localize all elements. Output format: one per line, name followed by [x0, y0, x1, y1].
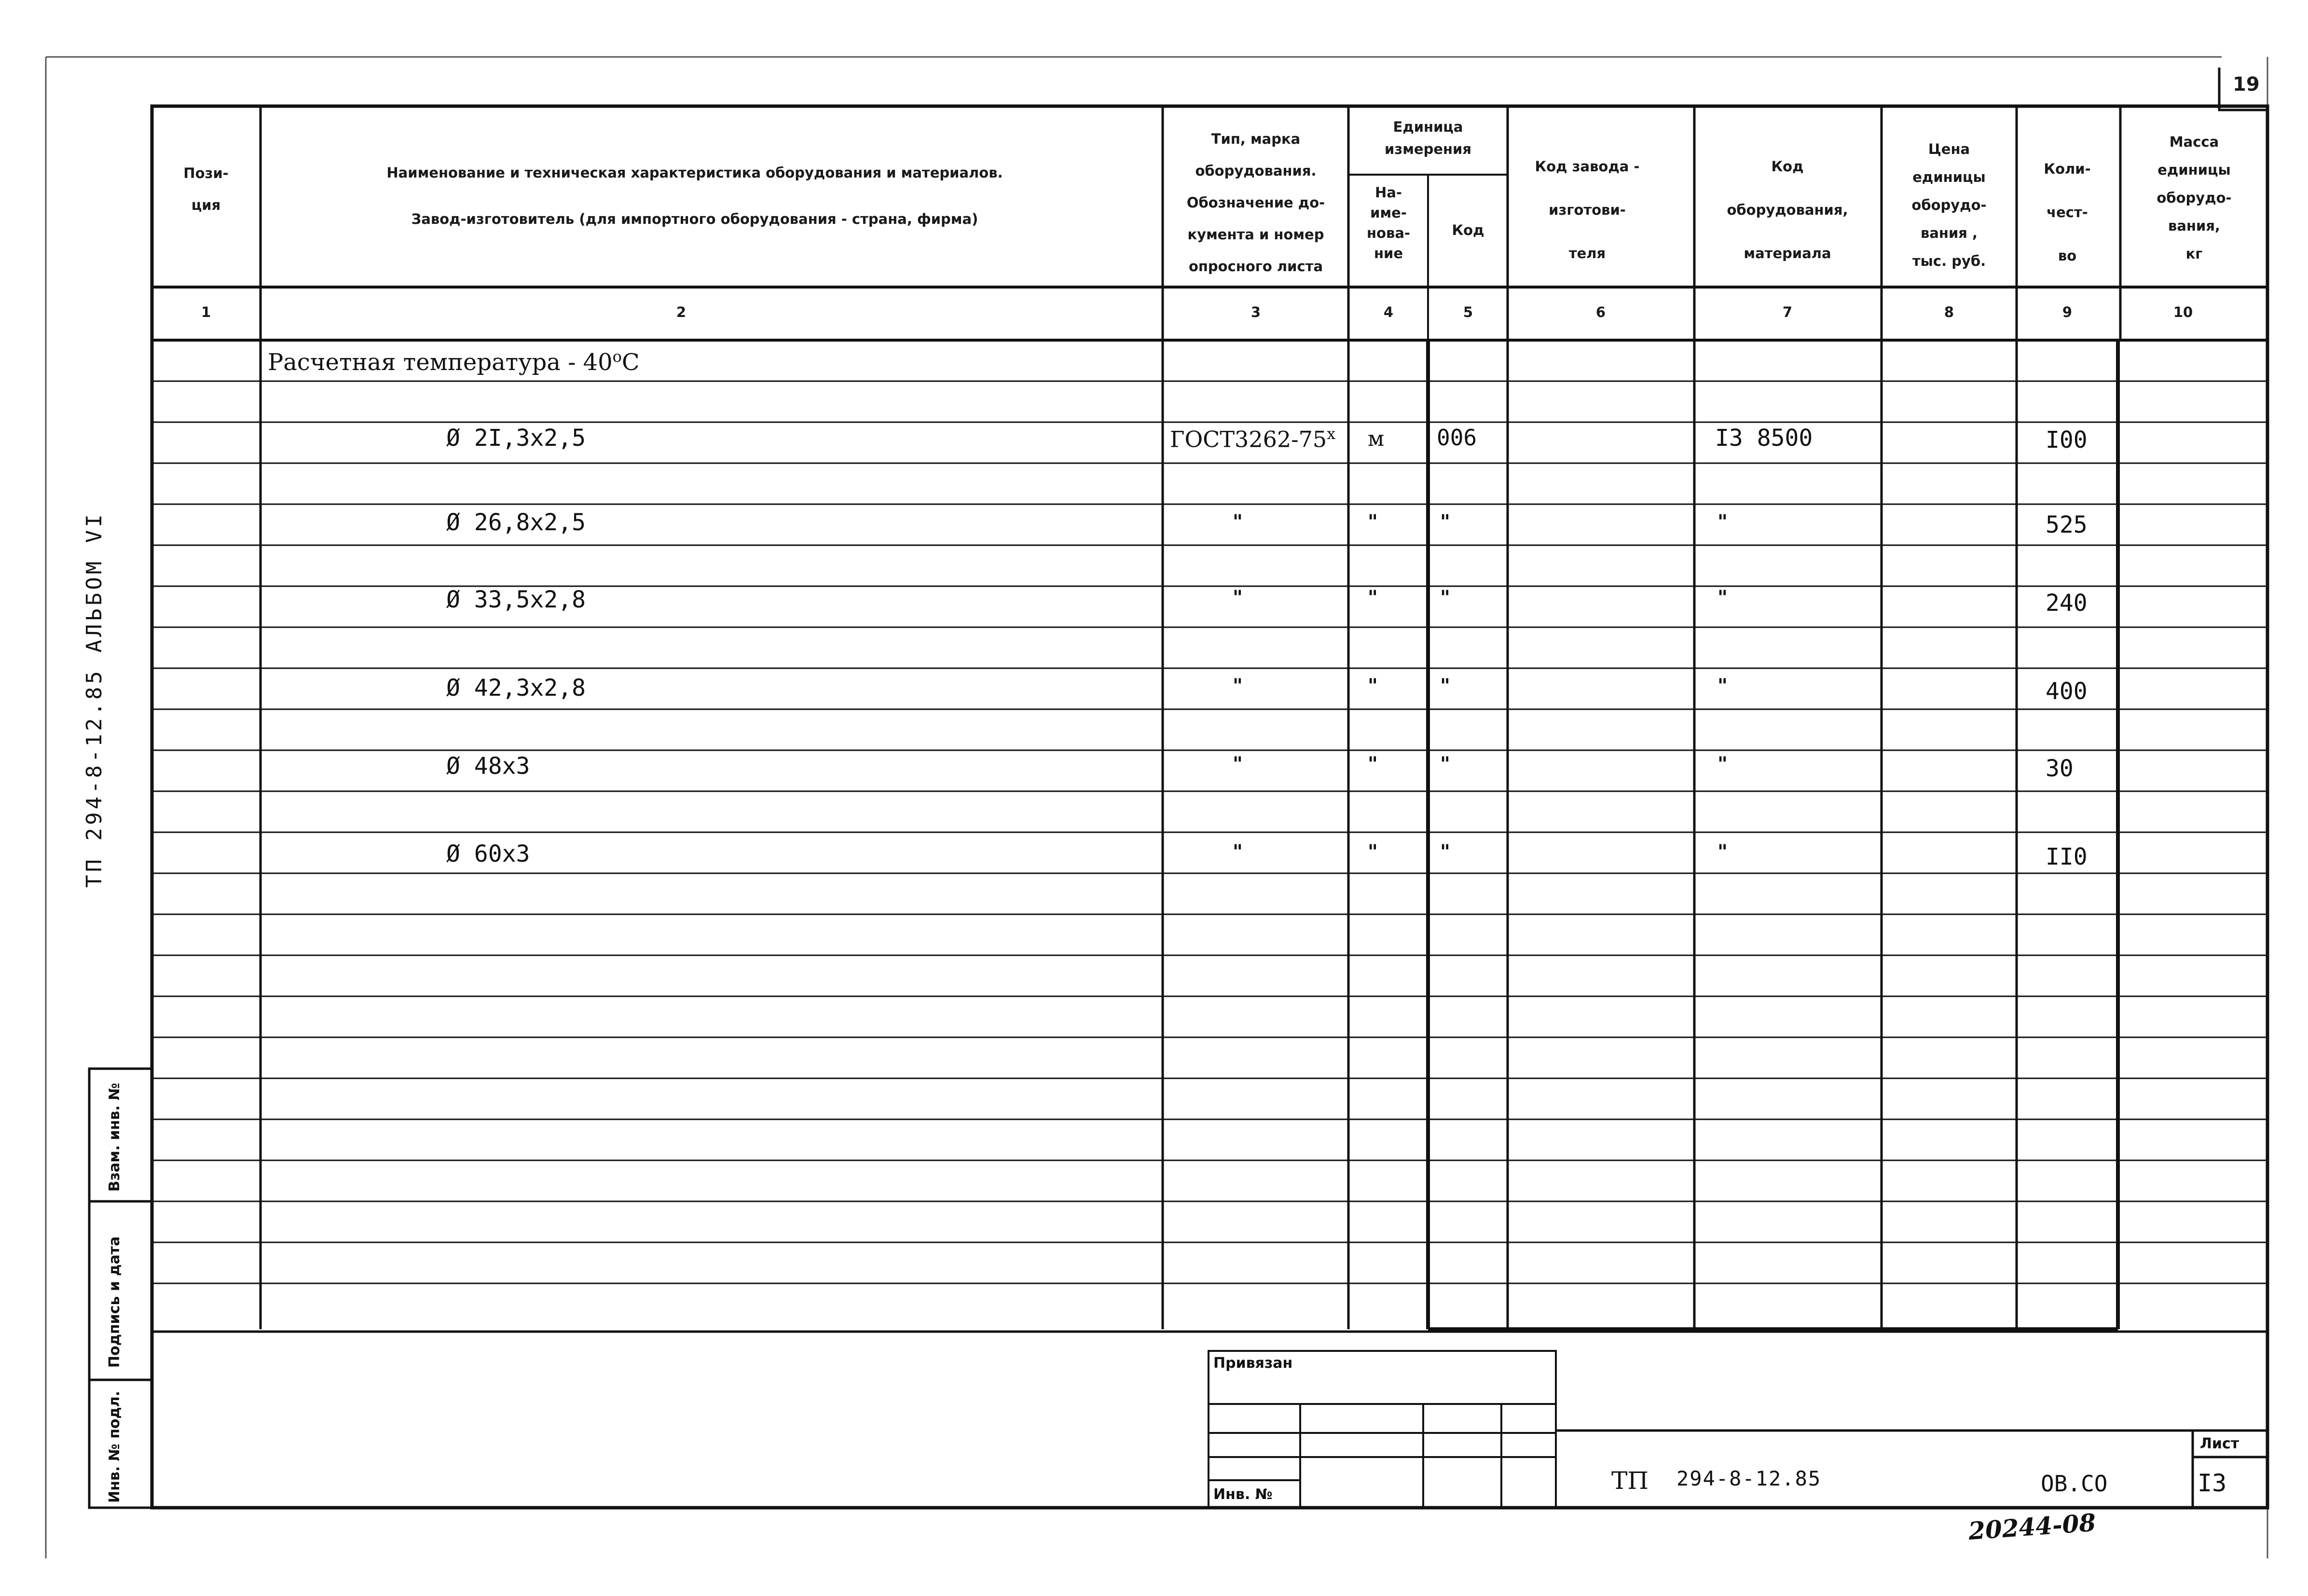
column-number: 9	[2062, 304, 2073, 320]
header-col4-label: На- име- нова- ние	[1367, 184, 1410, 261]
item-doc: "	[1233, 840, 1243, 863]
column-number: 3	[1250, 304, 1261, 320]
item-unit: "	[1368, 674, 1378, 697]
doc-code: ТП	[1611, 1467, 1649, 1495]
item-qty: II0	[2046, 843, 2088, 870]
item-doc: "	[1233, 510, 1243, 533]
item-unit: "	[1368, 586, 1378, 609]
item-name: Ø 26,8х2,5	[446, 509, 586, 536]
item-unit: м	[1368, 427, 1385, 451]
header-col6-label: Код завода - изготови- теля	[1535, 158, 1640, 261]
column-number: 5	[1463, 304, 1473, 320]
sidebar-inv-podl: Инв. № подл.	[106, 1390, 123, 1503]
item-qty: 240	[2046, 590, 2088, 617]
item-material-code: I3 8500	[1715, 425, 1813, 452]
sidebar-vzam-inv: Взам. инв. №	[106, 1083, 123, 1192]
column-number: 6	[1595, 304, 1606, 320]
item-material-code: "	[1717, 674, 1728, 697]
item-name: Ø 2I,3х2,5	[446, 425, 586, 452]
header-col9-label: Коли- чест- во	[2044, 161, 2091, 264]
item-unit: "	[1368, 840, 1378, 863]
item-unit-code: "	[1440, 840, 1450, 863]
stamp-privyazan: Привязан	[1213, 1355, 1293, 1372]
list-label: Лист	[2200, 1435, 2239, 1452]
item-qty: 400	[2046, 678, 2088, 705]
item-unit-code: "	[1440, 674, 1450, 697]
item-unit: "	[1368, 753, 1378, 775]
item-unit-code: "	[1440, 586, 1450, 609]
item-unit: "	[1368, 510, 1378, 533]
sheet-mark: ОВ.СО	[2041, 1471, 2108, 1497]
item-unit-code: "	[1440, 753, 1450, 775]
column-number: 7	[1782, 304, 1793, 320]
handwritten-number: 20244-08	[1967, 1508, 2097, 1546]
header-unit-group-label: Единица измерения	[1385, 119, 1471, 157]
item-qty: I00	[2046, 427, 2088, 454]
page-number: 19	[2233, 73, 2260, 96]
item-doc: "	[1233, 753, 1243, 775]
item-name: Ø 33,5х2,8	[446, 586, 586, 613]
section-title: Расчетная температура - $40^оС$	[268, 347, 640, 376]
item-material-code: "	[1717, 510, 1728, 533]
list-number: I3	[2198, 1469, 2227, 1497]
item-name: Ø 48х3	[446, 753, 530, 780]
column-number: 1	[201, 304, 211, 320]
header-col2-label: Наименование и техническая характеристика оборудования и материалов. Завод-изготовитель (для импортного оборудования - страна, фирма)	[386, 165, 1003, 227]
item-name: Ø 60х3	[446, 840, 530, 867]
item-doc: "	[1233, 674, 1243, 697]
item-qty: 30	[2046, 755, 2074, 782]
item-material-code: "	[1717, 586, 1728, 609]
album-label: ТП 294-8-12.85 АЛЬБОМ VI	[82, 511, 107, 888]
item-doc: $ГОСТ3262-75^х$	[1170, 425, 1336, 453]
item-material-code: "	[1717, 753, 1728, 775]
header-col1-label: Пози- ция	[183, 165, 229, 213]
item-doc: "	[1233, 586, 1243, 609]
header-col10-label: Масса единицы оборудо- вания, кг	[2157, 134, 2232, 262]
header-col8-label: Цена единицы оборудо- вания , тыс. руб.	[1911, 141, 1987, 269]
column-number: 2	[676, 304, 687, 320]
stamp-inv-no: Инв. №	[1213, 1486, 1273, 1503]
item-name: Ø 42,3х2,8	[446, 674, 586, 702]
column-number: 4	[1383, 304, 1394, 320]
item-unit-code: "	[1440, 510, 1450, 533]
sidebar-podpis-data: Подпись и дата	[106, 1236, 123, 1368]
header-col5-label: Код	[1452, 222, 1484, 238]
header-col3-label: Тип, марка оборудования. Обозначение до- кумента и номер опросного листа	[1186, 131, 1325, 275]
item-qty: 525	[2046, 511, 2088, 538]
header-col7-label: Код оборудования, материала	[1727, 158, 1848, 261]
doc-number: 294-8-12.85	[1676, 1467, 1822, 1490]
item-material-code: "	[1717, 840, 1728, 863]
column-number: 8	[1944, 304, 1954, 320]
item-unit-code: 006	[1437, 425, 1477, 451]
column-number: 10	[2173, 304, 2193, 320]
